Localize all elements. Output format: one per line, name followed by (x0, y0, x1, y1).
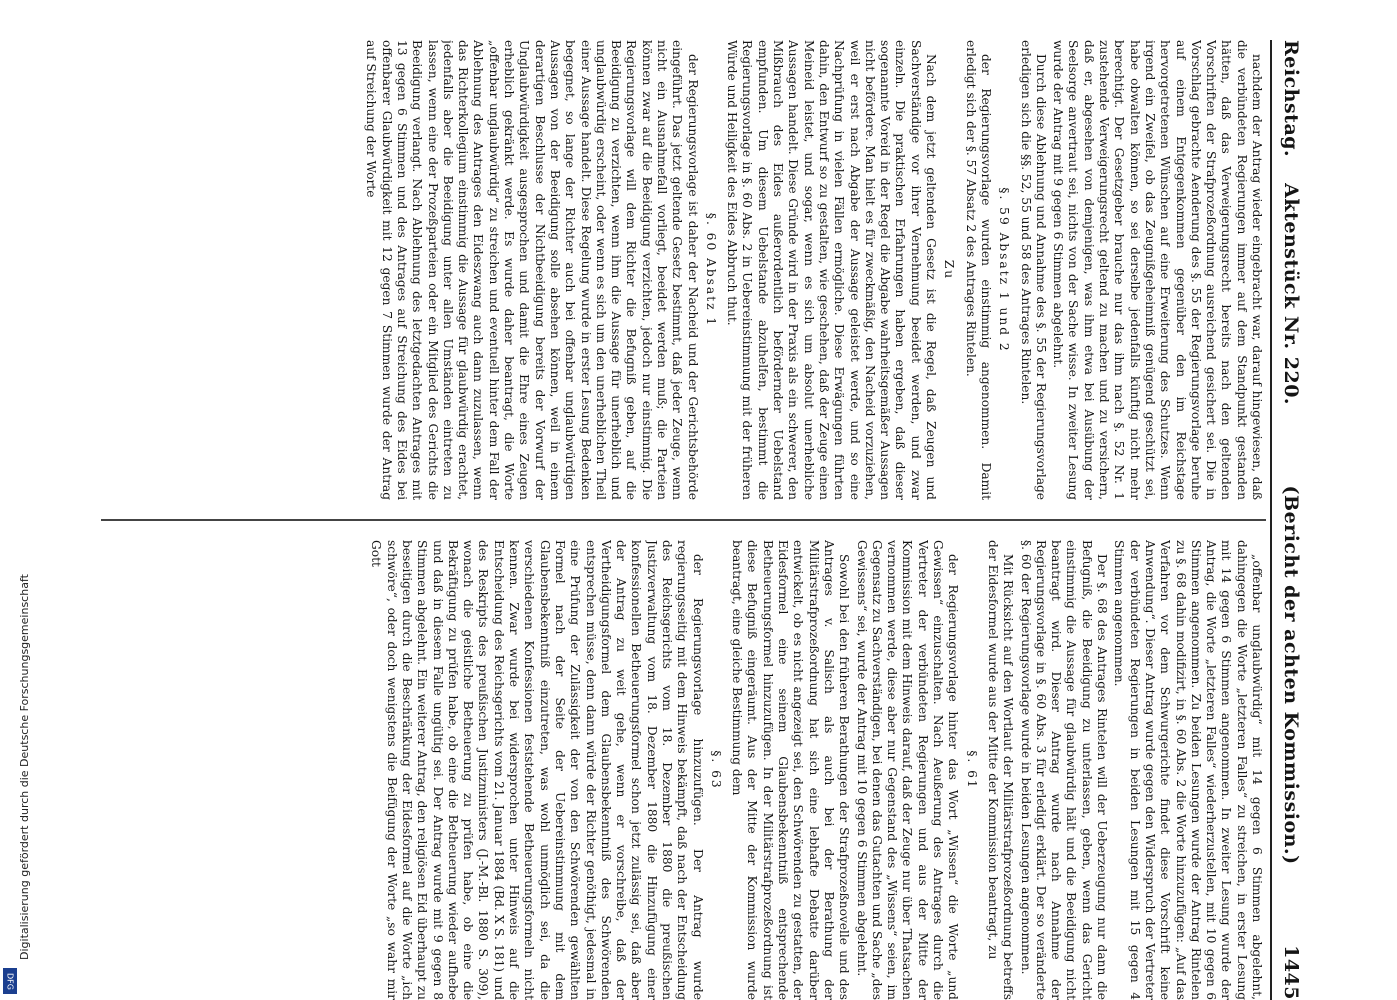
section-heading: §. 59 Absatz 1 und 2 (997, 187, 1012, 353)
funding-credit: Digitalisierung gefördert durch die Deutsche Forschungsgemeinschaft (18, 574, 31, 960)
left-column (104, 40, 1264, 500)
paragraph: „offenbar unglaubwürdig“ mit 14 gegen 6 Stimmen abgelehnt, dahingegen die Worte „letzteren Falles“ zu streichen, in erster Lesung mit 14 gegen 6 Stimmen angenommen. In zweiter Lesung wurde der Antrag, die Worte „letzteren Falles“ wiederherzustellen, mit 10 gegen 6 Stimmen angenommen. Zu beiden Lesungen wurde der Antrag Rintelen zu §. 68 dahin modifizirt, in §. 60 Abs. 2 die Worte hinzuzufügen: „Auf das Verfahren vor dem Schwurgerichte findet diese Vorschrift keine Anwendung“. Dieser Antrag wurde gegen den Widerspruch der Vertreter der verbündeten Regierungen in beiden Lesungen mit 15 gegen 4 Stimmen angenommen. (1112, 540, 1264, 1000)
section-heading: Zu (942, 259, 957, 281)
right-column (104, 540, 1264, 1000)
page-header (1270, 40, 1310, 1000)
paragraph: der Regierungsvorlage ist daher der Nacheid und der Gerichtsbehörde eingeführt. Das jetzt geltende Gesetz bestimmt, daß jeder Zeuge, wenn nicht ein Ausnahmefall vorliegt, beeidet werden muß; die Parteien können zwar auf die Beeidigung verzichten, jedoch nur einstimmig. Die Regierungsvorlage will dem Richter die Befugniß geben, auf die Beeidigung zu verzichten, wenn ihm die Aussage für unerheblich und unglaubwürdig erscheint, oder wenn es sich um den unerheblichen Theil einer Aussage handelt. Diese Regelung wurde in erster Lesung Bedenken begegnet, so lange der Richter auch bei offenbar unglaubwürdigen Aussagen von der Beeidigung solle absehen können, weil in einem derartigen Beschlusse der Nichtbeeidigung bereits der Vorwurf der Unglaubwürdigkeit ausgesprochen und damit die Ehre eines Zeugen erheblich gekränkt werde. Es wurde daher beantragt, die Worte „offenbar unglaubwürdig“ zu streichen und eventuell hinter dem Fall der Ablehnung des Antrages den Eideszwang auch dann zuzulassen, wenn das Richterkollegium einstimmig die Aussage für glaubwürdig erachtet, jedenfalls aber die Beeidigung unter allen Umständen eintreten zu lassen, wenn eine der Prozeßparteien oder ein Mitglied des Gerichts die Beeidigung verlangt. Nach Ablehnung des letztgedachten Antrages mit 13 gegen 6 Stimmen und des Antrages auf Streichung des Eides bei offenbarer Glaubwürdigkeit mit 12 gegen 7 Stimmen wurde der Antrag auf Streichung der Worte (364, 40, 700, 500)
paragraph: Sowohl bei den früheren Berathungen der Strafprozeßnovelle und des Antrages v. Salisch als auch bei der Berathung der Militärstrafprozeßordnung hat sich eine lebhafte Debatte darüber entwickelt, ob es nicht angezeigt sei, den Schwörenden zu gestatten, der Eidesformel eine seinem Glaubensbekenntniß entsprechende Betheuerungsformel hinzuzufügen. In der Militärstrafprozeßordnung ist diese Befugniß eingeräumt. Aus der Mitte der Kommission wurde beantragt, eine gleiche Bestimmung dem (730, 540, 852, 1000)
newspaper-page (90, 40, 1310, 1000)
paragraph: der Regierungsvorlage hinter das Wort „Wissen“ die Worte „und Gewissen“ einzuschalten. Nach Aeußerung des Antrages durch die Vertreter der verbündeten Regierungen und aus der Mitte der Kommission mit dem Hinweis darauf, daß der Zeuge nur über Thatsachen vernommen werde, diese aber nur Gegenstand des „Wissens“ seien, im Gegensatz zu Sachverständigen, bei denen das Gutachten und Sache „des Gewissens“ sei, wurde der Antrag mit 10 gegen 6 Stimmen abgelehnt. (854, 540, 961, 1000)
header-title: Reichstag. (1280, 40, 1302, 158)
section-heading: §. 61 (964, 750, 979, 790)
section-heading: §. 60 Absatz 1 (703, 212, 718, 328)
column-divider (101, 519, 1266, 521)
paragraph: Mit Rücksicht auf den Wortlaut der Militärstrafprozeßordnung betreffs der Eidesformel wurde aus der Mitte der Kommission beantragt, zu (985, 540, 1016, 1000)
paragraph: der Regierungsvorlage wurden einstimmig angenommen. Damit erledigt sich der §. 57 Absatz 2 des Antrages Rintelen. (963, 40, 993, 500)
header-document-number: Aktenstück Nr. 220. (1280, 183, 1302, 406)
paragraph: Durch diese Ablehnung und Annahme des §. 55 der Regierungsvorlage erledigen sich die §§. 52, 55 und 58 des Antrages Rintelen. (1018, 40, 1048, 500)
paragraph: Der §. 68 des Antrages Rintelen will der Ueberzeugung nur dann die Befugniß, die Beeidigung zu unterlassen, geben, wenn das Gericht einstimmig die Aussage für glaubwürdig hält und die Beeidigung nicht beantragt wird. Dieser Antrag wurde nach Annahme der Regierungsvorlage in §. 60 Abs. 3 für erledigt erklärt. Der so veränderte §. 60 der Regierungsvorlage wurde in beiden Lesungen angenommen. (1018, 540, 1110, 1000)
paragraph: der Regierungsvorlage hinzuzufügen. Der Antrag wurde regierungsseitig mit dem Hinweis bekämpft, daß nach der Entscheidung des Reichsgerichts vom 18. Dezember 1880 die preußischen Justizverwaltung vom 18. Dezember 1880 die Hinzufügung einer konfessionellen Betheuerungsformel schon jetzt zulässig sei, daß aber der Antrag zu weit gehe, wenn er vorschreibe, daß der Vertheidigungsformel dem Glaubensbekenntniß des Schwörenden entsprechen müsse, denn dann würde der Richter genöthigt, jedesmal in eine Prüfung der Zulässigkeit der von den Schwörenden gewählten Formel nach der Seite der Uebereinstimmung mit dem Glaubensbekenntniß einzutreten, was wohl unmöglich sei, da die verschiedenen Konfessionen feststehende Betheuerungsformeln nicht kennen. Zwar wurde bei widersprochen unter Hinweis auf die Entscheidung des Reichsgerichts vom 21. Januar 1884 (Bd. X S. 181) und des Reskripts des preußischen Justizministers (J.-M.-Bl. 1880 S. 309), wonach die geistliche Betheuerung zu prüfen habe, ob eine die Bekräftigung zu prüfen habe, ob eine die Betheuerung wieder aufhebe und daß in diesem Falle ungültig sei. Der Antrag wurde mit 9 gegen 8 Stimmen abgelehnt. Ein weiterer Antrag, den religiösen Eid überhaupt zu beseitigen durch die Beschränkung der Eidesformel auf die Worte „ich schwöre“, oder doch wenigstens die Beifügung der Worte „so wahr mir Gott (369, 540, 705, 1000)
header-left (1280, 40, 1302, 405)
section-heading: §. 63 (708, 750, 723, 790)
sidebar (0, 0, 31, 1000)
page-number: 1445 (1280, 945, 1302, 1000)
paragraph: nachdem der Antrag wieder eingebracht war, darauf hingewiesen, daß die verbündeten Regierungen immer auf dem Standpunkt gestanden hätten, daß das Verweigerungsrecht bereits nach den geltenden Vorschriften der Strafprozeßordnung ausreichend gesichert sei. Die in Vorschlag gebrachte Aenderung des §. 55 der Regierungsvorlage beruhe auf einem Entgegenkommen gegenüber den im Reichstage hervorgetretenen Wünschen auf eine Erweiterung des Schutzes. Wenn irgend ein Zweifel, ob das Zeugnißgeheimniß genügend geschützt sei, habe obwalten können, so sei derselbe jedenfalls künftig nicht mehr berechtigt. Der Gesetzgeber brauche nur das ihm nach §. 52 Nr. 1 zustehende Verweigerungsrecht geltend zu machen und zu versichern, daß er, abgesehen von demjenigen, was ihm etwa bei Ausübung der Seelsorge anvertraut sei, nichts von der Sache wisse. In zweiter Lesung wurde der Antrag mit 9 gegen 6 Stimmen abgelehnt. (1051, 40, 1264, 500)
paragraph: Nach dem jetzt geltenden Gesetz ist die Regel, daß Zeugen und Sachverständige vor ihrer Vernehmung beeidet werden, und zwar einzeln. Die praktischen Erfahrungen haben ergeben, daß dieser sogenannte Voreid in der Regel die Abgabe wahrheitsgemäßer Aussagen nicht befördere. Man hielt es für zweckmäßig, den Nacheid vorzuziehen, weil er erst nach Abgabe der Aussage geleistet werde, und so eine Nachprüfung in vielen Fällen ermögliche. Diese Erwägungen führten dahin, den Entwurf so zu gestalten, wie geschehen, daß der Zeuge einen Meineid leistet, und sogar, wenn es sich um absolut unerhebliche Aussagen handelt. Diese Gründe wird in der Praxis als ein schwerer, den Mißbrauch des Eides außerordentlich befördernder Uebelstand empfunden. Um diesem Uebelstande abzuhelfen, bestimmt die Regierungsvorlage in §. 60 Abs. 2 in Uebereinstimmung mit der früheren Würde und Heiligkeit des Eides Abbruch thut. (725, 40, 939, 500)
dfg-logo-icon: DFG (3, 968, 17, 994)
header-section: (Bericht der achten Kommission.) (1280, 485, 1302, 865)
